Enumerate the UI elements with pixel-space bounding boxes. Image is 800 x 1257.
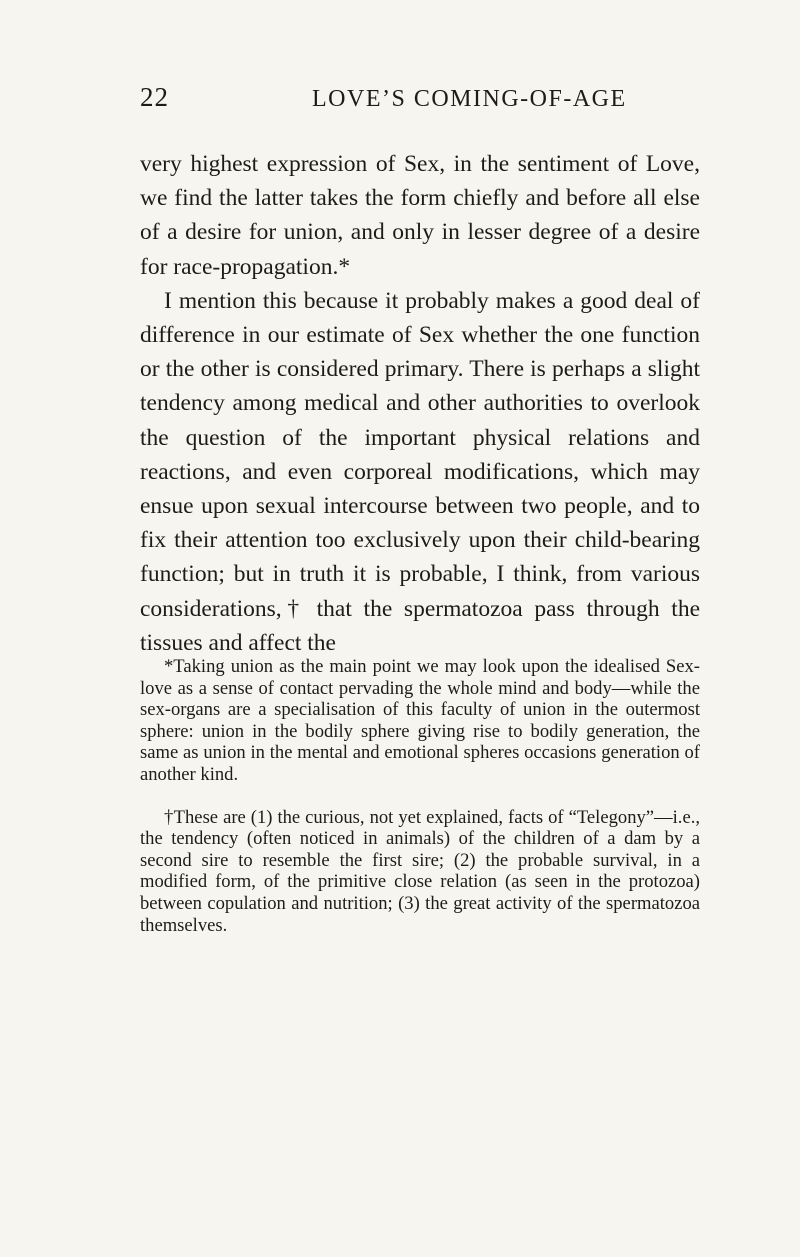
- page-number: 22: [140, 82, 169, 112]
- paragraph-2: I mention this because it probably makes a good deal of difference in our estimate of Sex whether the one function or the other is considered primary. There is perhaps a slight tendency among medical and other authorities to overlook the question of the important physical relations and reactions, and even corporeal modifications, which may ensue upon sexual intercourse between two people, and to fix their attention too exclusively upon their child-bearing function; but in truth it is probable, I think, from various considerations,† that the spermatozoa pass through the tissues and affect the: [140, 287, 700, 656]
- footnote-dagger: †These are (1) the curious, not yet explained, facts of “Telegony”—i.e., the tendency (often noticed in animals) of the children of a dam by a second sire to resemble the first sire; (2) the probable survival, in a modified form, of the primitive close relation (as seen in the protozoa) between copulation and nutrition; (3) the great activity of the spermatozoa themselves.: [140, 806, 700, 936]
- paragraph-1: very highest expression of Sex, in the sentiment of Love, we find the latter takes the form chiefly and before all else of a desire for union, and only in lesser degree of a desire for race-propagation.*: [140, 151, 700, 280]
- footnotes: [140, 656, 700, 936]
- main-text: [140, 147, 700, 660]
- running-title: LOVE’S COMING-OF-AGE: [312, 86, 627, 112]
- footnote-asterisk: *Taking union as the main point we may look upon the idealised Sex-love as a sense of contact pervading the whole mind and body—while the sex-organs are a specialisation of this faculty of union in the outermost sphere: union in the bodily sphere giving rise to bodily generation, the same as union in the mental and emotional spheres occasions generation of another kind.: [140, 656, 700, 785]
